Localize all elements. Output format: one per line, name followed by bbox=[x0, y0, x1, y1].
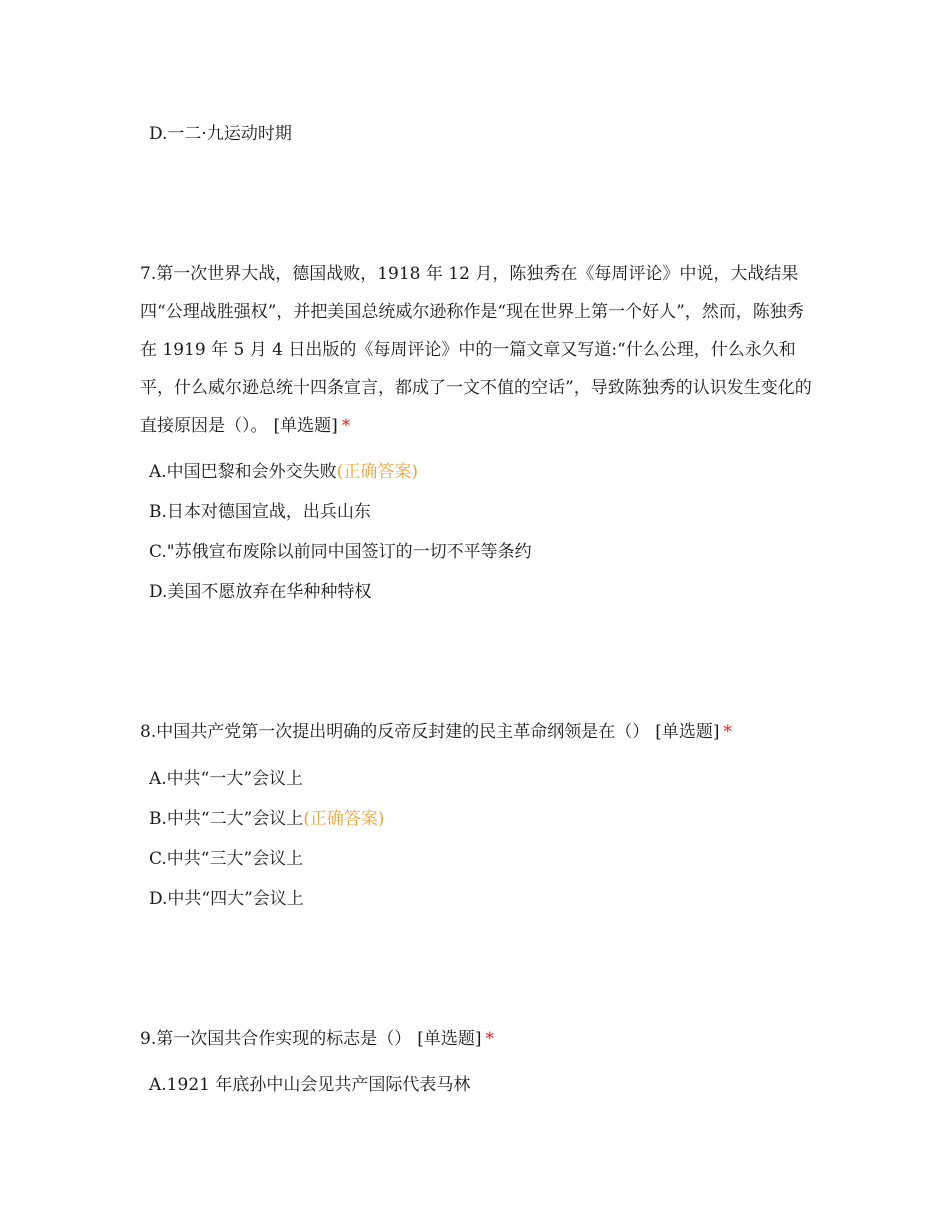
question-7 bbox=[140, 255, 820, 445]
required-marker: * bbox=[485, 1029, 494, 1049]
option-text: B.日本对德国宣战，出兵山东 bbox=[149, 502, 371, 522]
question-type: [单选题] bbox=[273, 416, 338, 436]
q7-option-d[interactable] bbox=[149, 580, 371, 604]
q7-option-a[interactable] bbox=[149, 460, 418, 484]
question-9 bbox=[140, 1020, 820, 1058]
question-text: 7.第一次世界大战，德国战败，1918 年 12 月，陈独秀在《每周评论》中说，大战结果四“公理战胜强权”，并把美国总统威尔逊称作是“现在世界上第一个好人”，然而，陈独秀在 1919 年 5 月 4 日出版的《每周评论》中的一篇文章又写道:“什么公理，什么永久和平，什么威尔逊总统十四条宣言，都成了一文不值的空话”，导致陈独秀的认识发生变化的直接原因是（）。 bbox=[140, 264, 812, 436]
required-marker: * bbox=[341, 416, 351, 436]
question-8 bbox=[140, 713, 820, 751]
option-text: A.中共“一大”会议上 bbox=[149, 769, 304, 789]
question-text: 9.第一次国共合作实现的标志是（） bbox=[140, 1029, 412, 1049]
question-type: [单选题] bbox=[655, 722, 720, 742]
q8-option-d[interactable] bbox=[149, 887, 304, 911]
option-text: B.中共“二大”会议上 bbox=[149, 809, 304, 829]
correct-answer-marker: (正确答案) bbox=[303, 809, 385, 829]
option-text: C.中共“三大”会议上 bbox=[149, 849, 304, 869]
q7-option-c[interactable] bbox=[149, 540, 532, 564]
q8-option-b[interactable] bbox=[149, 807, 385, 831]
option-text: D.一二·九运动时期 bbox=[149, 124, 292, 144]
option-text: D.中共“四大”会议上 bbox=[149, 889, 304, 909]
required-marker: * bbox=[723, 722, 732, 742]
q7-option-b[interactable] bbox=[149, 500, 371, 524]
option-text: A.中国巴黎和会外交失败 bbox=[149, 462, 337, 482]
prev-option-d[interactable] bbox=[149, 122, 292, 146]
option-text: D.美国不愿放弃在华种种特权 bbox=[149, 582, 372, 602]
q8-option-c[interactable] bbox=[149, 847, 303, 871]
q9-option-a[interactable] bbox=[149, 1073, 470, 1097]
option-text: C."苏俄宣布废除以前同中国签订的一切不平等条约 bbox=[149, 542, 532, 562]
correct-answer-marker: (正确答案) bbox=[336, 462, 418, 482]
q8-option-a[interactable] bbox=[149, 767, 303, 791]
option-text: A.1921 年底孙中山会见共产国际代表马林 bbox=[149, 1075, 471, 1095]
question-type: [单选题] bbox=[417, 1029, 482, 1049]
question-text: 8.中国共产党第一次提出明确的反帝反封建的民主革命纲领是在（） bbox=[140, 722, 650, 742]
